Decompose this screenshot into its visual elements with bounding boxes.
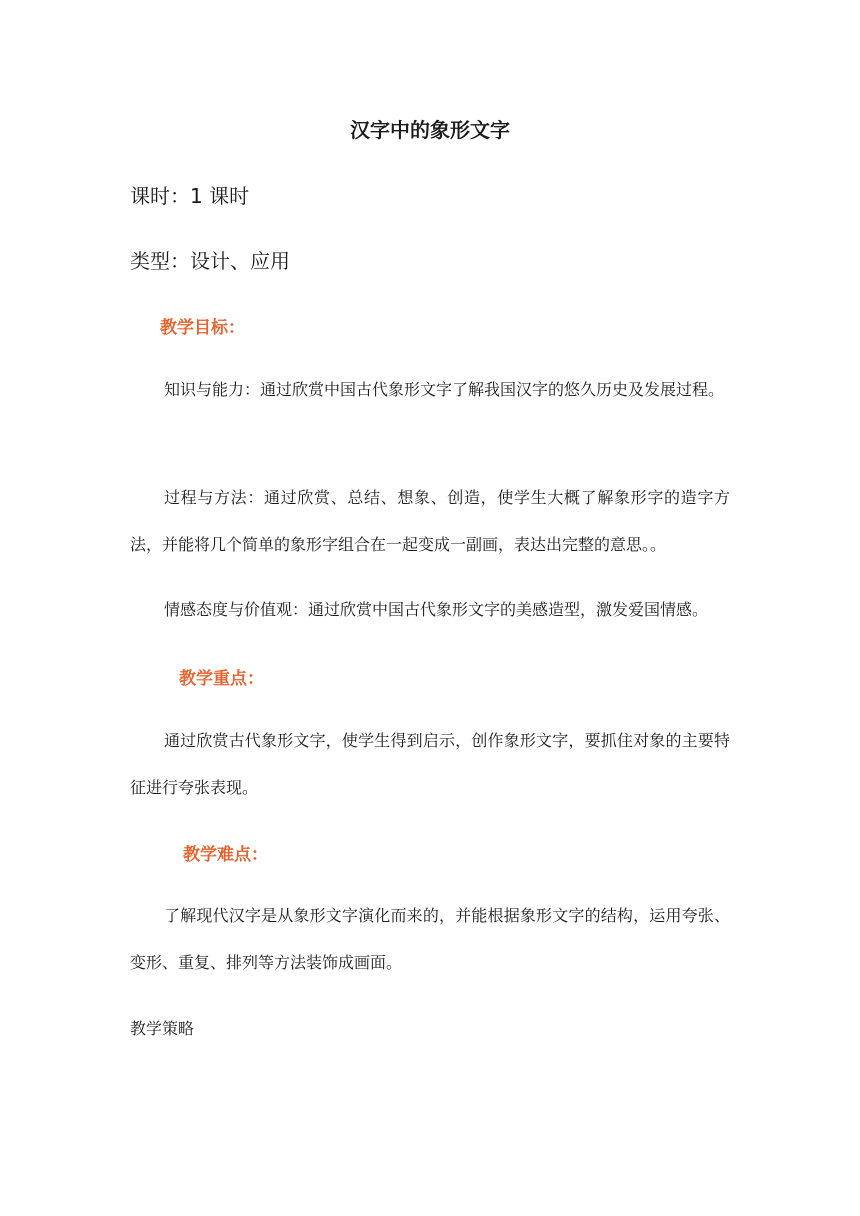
key-points-text: 通过欣赏古代象形文字，使学生得到启示，创作象形文字，要抓住对象的主要特征进行夸张表现。 bbox=[130, 731, 730, 797]
lesson-hours: 课时：1 课时 bbox=[130, 184, 250, 208]
objective-knowledge: 知识与能力：通过欣赏中国古代象形文字了解我国汉字的悠久历史及发展过程。 bbox=[164, 380, 725, 399]
lesson-type: 类型：设计、应用 bbox=[130, 249, 290, 273]
objective-process: 过程与方法：通过欣赏、总结、想象、创造，使学生大概了解象形字的造字方法，并能将几个简单的象形字组合在一起变成一副画，表达出完整的意思。。 bbox=[130, 488, 730, 554]
difficulties-heading: 教学难点： bbox=[183, 845, 268, 865]
objectives-heading: 教学目标： bbox=[160, 318, 245, 338]
difficulties-text: 了解现代汉字是从象形文字演化而来的，并能根据象形文字的结构，运用夸张、变形、重复、排列等方法装饰成画面。 bbox=[130, 906, 730, 972]
strategy-heading: 教学策略 bbox=[130, 1019, 195, 1038]
key-points-heading: 教学重点： bbox=[179, 669, 264, 689]
objective-emotion: 情感态度与价值观：通过欣赏中国古代象形文字的美感造型，激发爱国情感。 bbox=[164, 600, 709, 619]
document-title: 汉字中的象形文字 bbox=[350, 118, 510, 142]
